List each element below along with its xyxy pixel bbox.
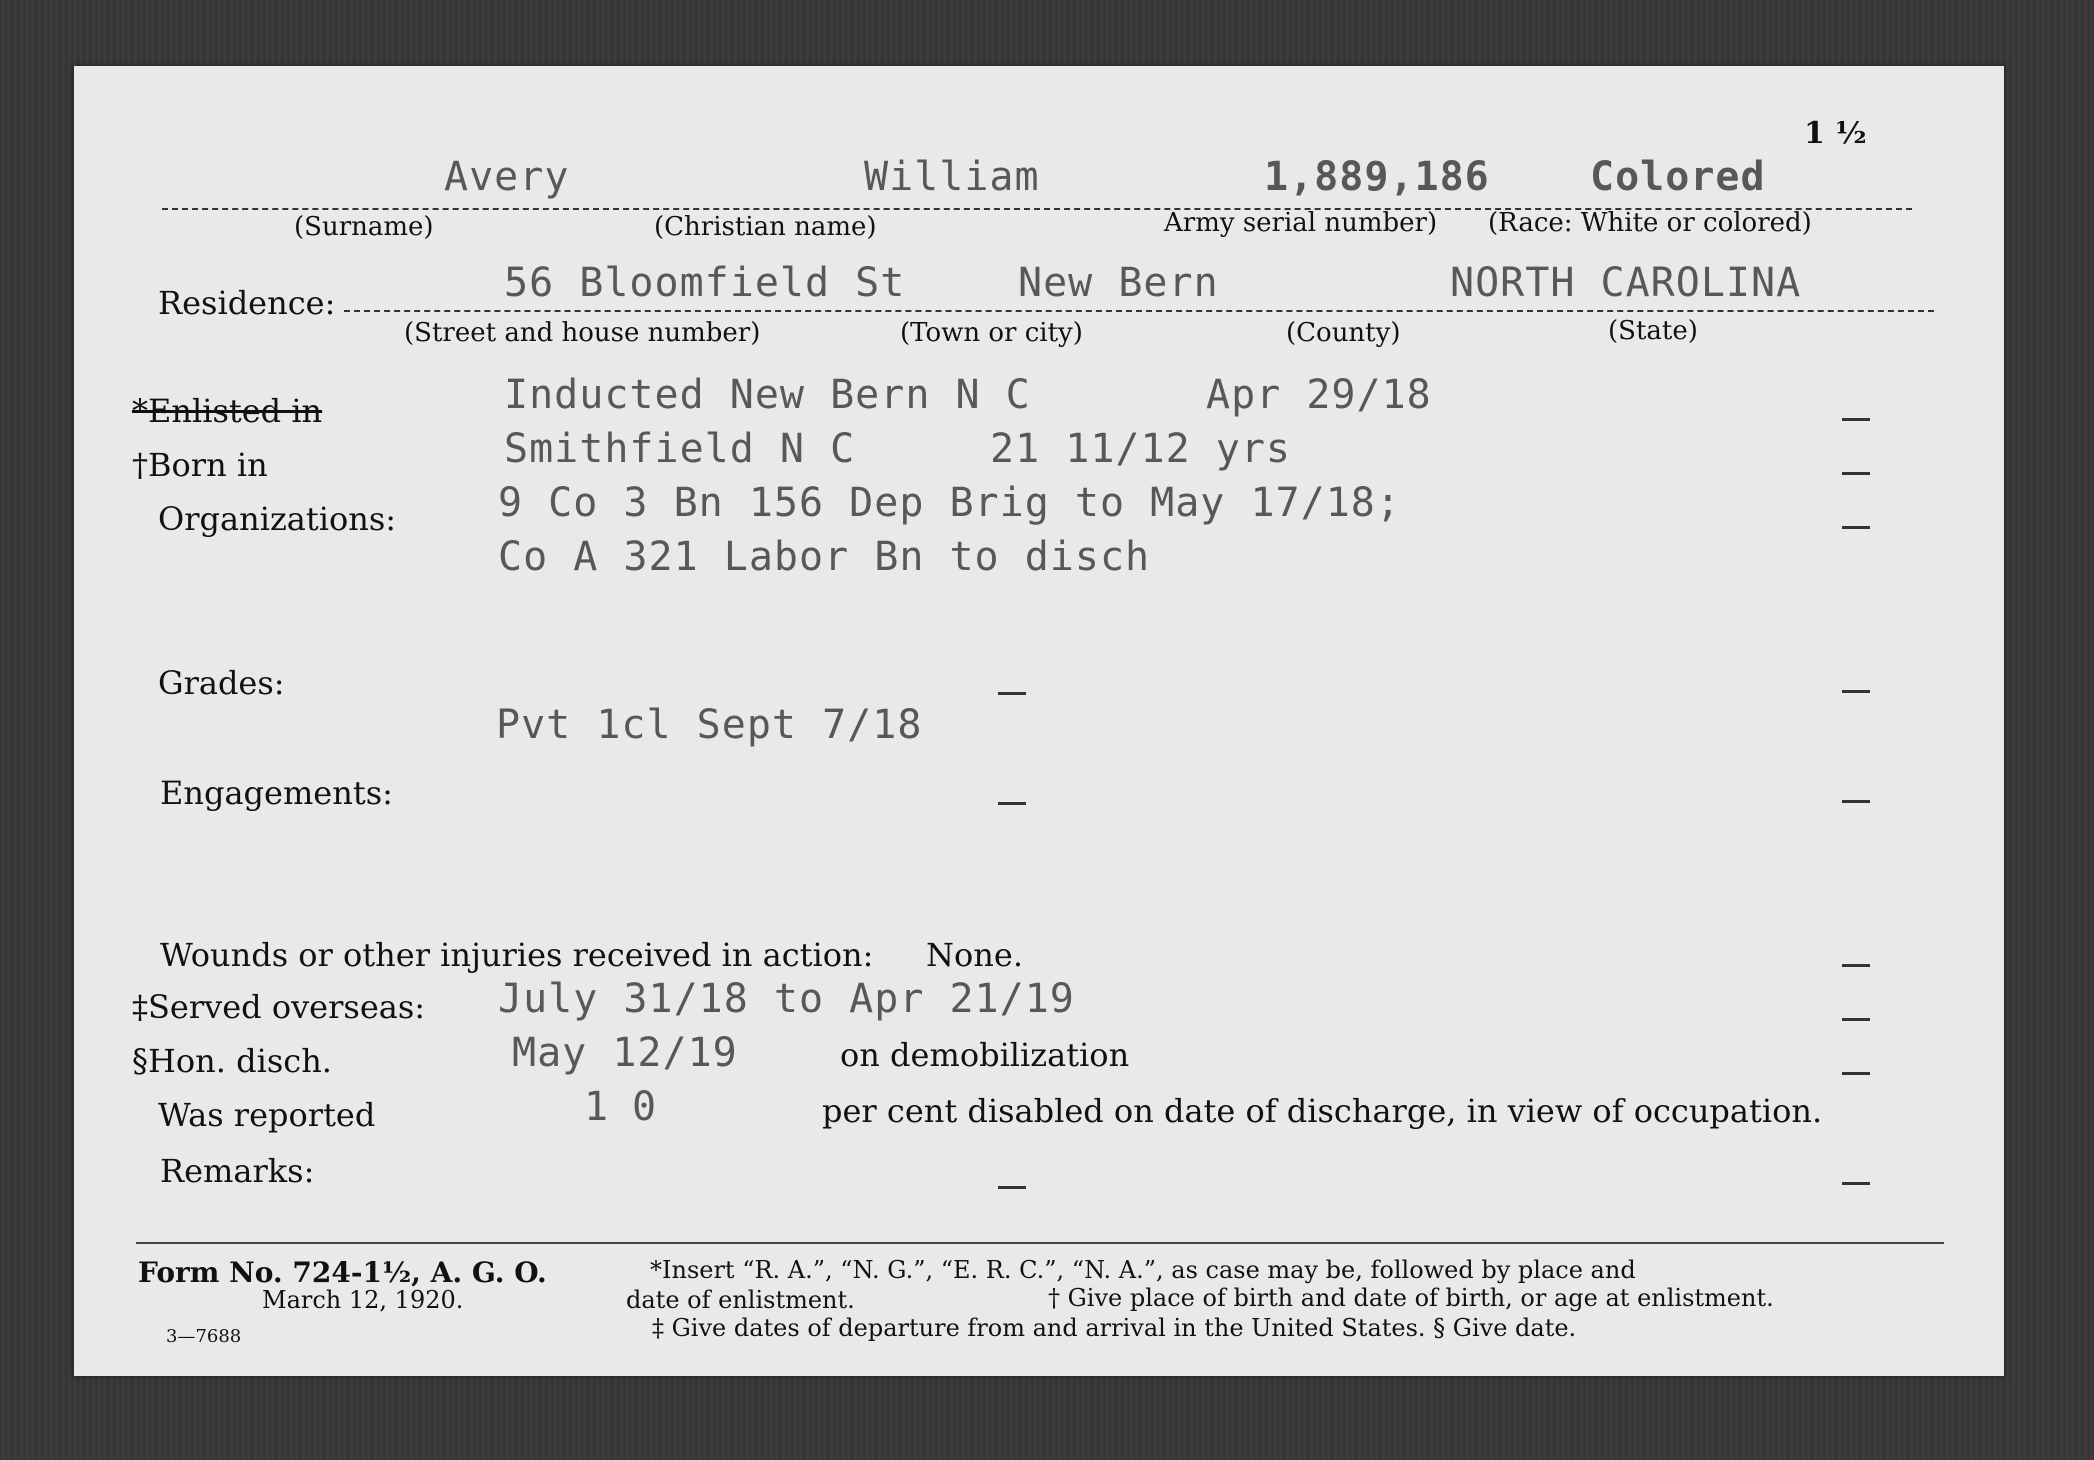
grades-label: Grades: [158,664,285,702]
born-dash [1842,472,1870,475]
organizations-label: Organizations: [158,500,397,538]
footer-rule [136,1242,1944,1244]
born-age: 21 11/12 yrs [990,426,1291,472]
print-code: 3—7688 [166,1326,242,1347]
serial-number-caption: Army serial number) [1164,208,1438,238]
christian-name-value: William [864,154,1040,200]
organizations-dash [1842,526,1870,529]
surname-value: Avery [444,154,570,200]
form-number: Form No. 724-1½, A. G. O. [138,1256,547,1289]
discharge-label: §Hon. disch. [132,1042,332,1080]
organizations-line-2: Co A 321 Labor Bn to disch [498,534,1151,580]
overseas-dash [1842,1018,1870,1021]
serial-number-value: 1,889,186 [1264,154,1490,200]
engagements-label: Engagements: [160,774,393,812]
wounds-label: Wounds or other injuries received in action: [160,936,874,974]
disability-label: Was reported [158,1096,376,1134]
born-label: †Born in [132,446,268,484]
discharge-date: May 12/19 [512,1030,738,1076]
remarks-mid-dash [998,1186,1026,1189]
organizations-line-1: 9 Co 3 Bn 156 Dep Brig to May 17/18; [498,480,1401,526]
disability-text: per cent disabled on date of discharge, in view of occupation. [822,1092,1823,1130]
town-caption: (Town or city) [900,318,1083,348]
surname-caption: (Surname) [294,212,434,242]
enlisted-label: *Enlisted in [132,392,323,430]
remarks-dash [1842,1182,1870,1185]
card-number: 1 ½ [1804,116,1867,151]
disability-percent: 0 [632,1084,658,1130]
residence-underline [344,310,1934,312]
state-caption: (State) [1608,316,1698,346]
enlisted-value: Inducted New Bern N C [504,372,1031,418]
enlisted-date: Apr 29/18 [1206,372,1432,418]
residence-state: NORTH CAROLINA [1450,260,1802,306]
overseas-label: ‡Served overseas: [132,988,426,1026]
footnote-insert: *Insert “R. A.”, “N. G.”, “E. R. C.”, “N. A.”, as case may be, followed by place and [650,1256,1636,1284]
footnote-birth: † Give place of birth and date of birth, or age at enlistment. [1048,1284,1774,1312]
residence-street: 56 Bloomfield St [504,260,906,306]
footnote-date-of-enlistment: date of enlistment. [626,1286,855,1314]
wounds-dash [1842,964,1870,967]
grades-mid-dash [998,692,1026,695]
street-caption: (Street and house number) [404,318,761,348]
residence-town: New Bern [1018,260,1219,306]
remarks-label: Remarks: [160,1152,315,1190]
overseas-value: July 31/18 to Apr 21/19 [498,976,1075,1022]
wounds-value: None. [926,936,1023,974]
county-caption: (County) [1286,318,1401,348]
residence-label: Residence: [158,284,336,322]
form-date: March 12, 1920. [262,1286,464,1314]
service-record-card [74,66,2004,1376]
engagements-mid-dash [998,802,1026,805]
engagements-dash [1842,800,1870,803]
disability-percent-1: 1 [584,1084,610,1130]
christian-name-caption: (Christian name) [654,212,877,242]
born-place: Smithfield N C [504,426,856,472]
race-caption: (Race: White or colored) [1488,208,1812,238]
race-value: Colored [1590,154,1766,200]
footnote-overseas: ‡ Give dates of departure from and arrival in the United States. § Give date. [652,1314,1577,1342]
grades-value: Pvt 1cl Sept 7/18 [496,702,923,748]
enlisted-dash [1842,418,1870,421]
grades-dash [1842,690,1870,693]
discharge-note: on demobilization [840,1036,1130,1074]
discharge-dash [1842,1072,1870,1075]
